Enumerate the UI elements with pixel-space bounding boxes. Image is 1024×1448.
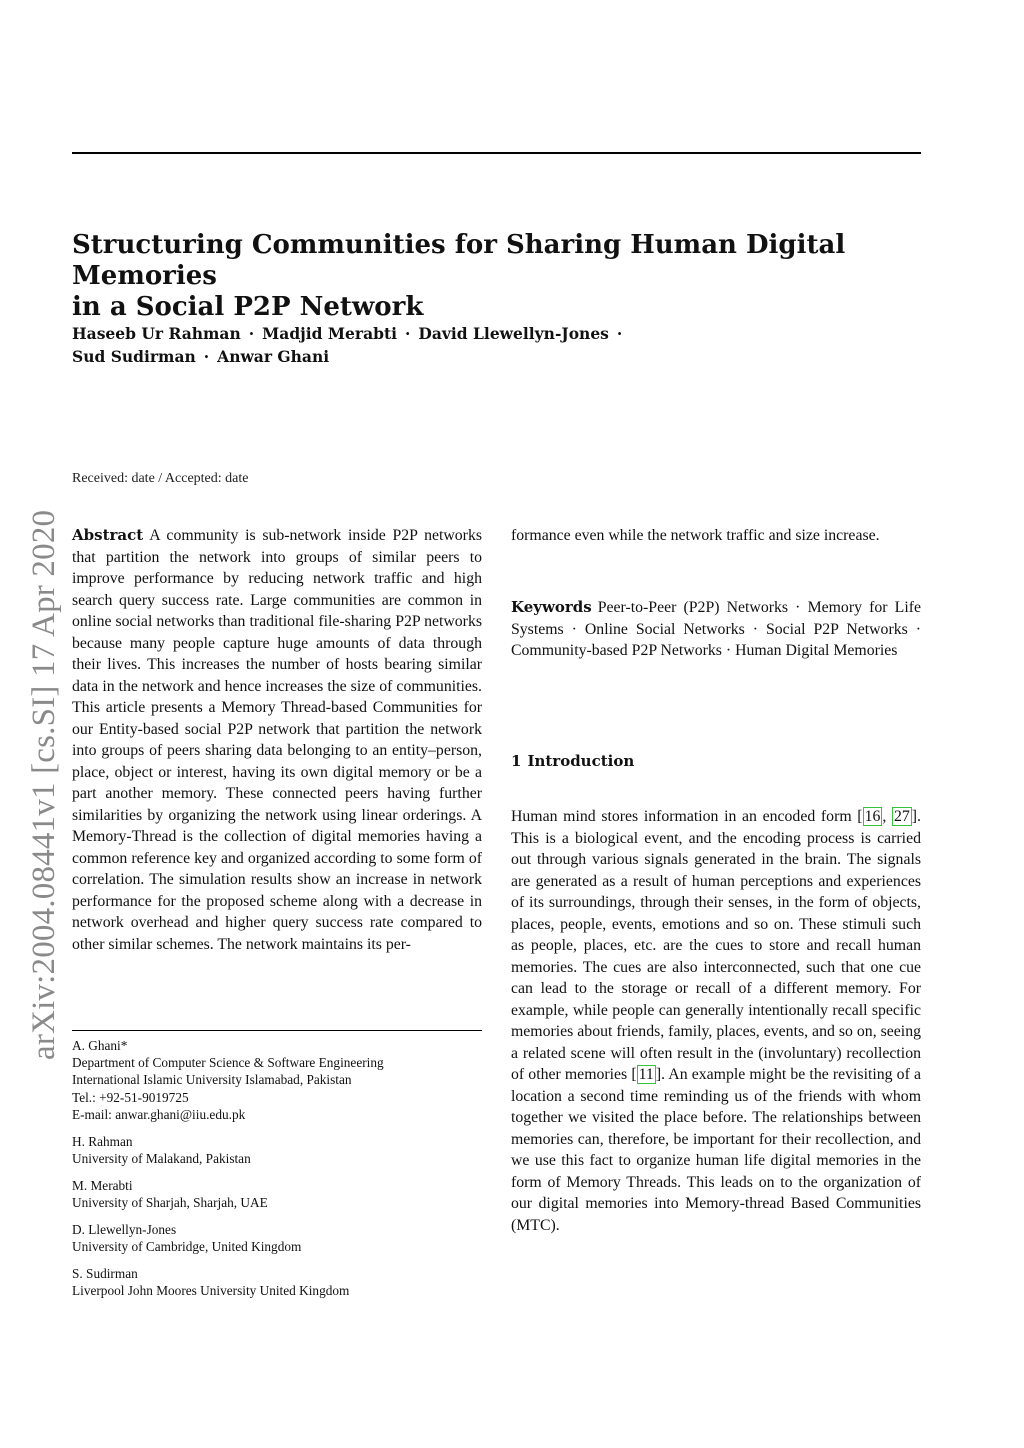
introduction-paragraph [511, 806, 921, 1236]
citation-link[interactable]: 11 [638, 1066, 654, 1083]
arxiv-stamp: arXiv:2004.08441v1 [cs.SI] 17 Apr 2020 [26, 509, 62, 1060]
author-line-2 [72, 345, 932, 368]
affiliation-line: D. Llewellyn-Jones [72, 1221, 177, 1237]
affiliation-line: H. Rahman [72, 1133, 133, 1149]
author-separator: · [248, 324, 255, 343]
author-separator: · [203, 347, 210, 366]
received-date: Received: date / Accepted: date [72, 471, 249, 486]
affiliation-line: S. Sudirman [72, 1265, 138, 1281]
section-number: 1 [511, 752, 522, 770]
abstract-left-column [72, 525, 482, 955]
keywords-text: Peer-to-Peer (P2P) Networks · Memory for Life Systems · Online Social Networks · Social P2P Networks · Community-based P2P Networks · Human Digital Memories [511, 599, 921, 659]
keywords [511, 597, 921, 662]
section-heading [511, 752, 634, 770]
author-name: Haseeb Ur Rahman [72, 324, 241, 343]
affiliation-llewellyn-jones [72, 1221, 492, 1255]
affiliation-rahman [72, 1133, 492, 1167]
author-name: Anwar Ghani [217, 347, 330, 366]
abstract-text-left: A community is sub-network inside P2P networks that partition the network into groups of similar peers to improve performance by reducing network traffic and high search query success rate. Large communities are common in online social networks than traditional file-sharing P2P networks because many people capture huge amounts of data through their lives. This increases the number of hosts bearing similar data in the network and hence increases the size of communities. This article presents a Memory Thread-based Communities for our Entity-based social P2P network that partition the network into groups of peers sharing data belonging to an entity–person, place, object or interest, having its own digital memory or be a part another memory. These connected peers having further similarities by organizing the network using linear orderings. A Memory-Thread is the collection of digital memories having a common reference key and organized according to some form of correlation. The simulation results show an increase in network performance for the proposed scheme along with a decrease in network overhead and higher query success rate compared to other similar schemes. The network maintains its per- [72, 527, 482, 953]
affiliation-line: University of Cambridge, United Kingdom [72, 1238, 302, 1254]
author-name: David Llewellyn-Jones [418, 324, 609, 343]
intro-text: Human mind stores information in an encoded form [ [511, 808, 863, 825]
affiliation-line: Liverpool John Moores University United Kingdom [72, 1282, 350, 1298]
abstract-label: Abstract [72, 526, 144, 544]
affiliation-sudirman [72, 1265, 492, 1299]
abstract [72, 525, 482, 955]
affiliation-line: E-mail: anwar.ghani@iiu.edu.pk [72, 1106, 246, 1122]
author-separator: · [616, 324, 623, 343]
author-separator: · [405, 324, 411, 343]
author-name: Madjid Merabti [262, 324, 398, 343]
citation-link[interactable]: 27 [893, 808, 910, 825]
affiliation-line: M. Merabti [72, 1177, 133, 1193]
affiliation-merabti [72, 1177, 492, 1211]
affiliations [72, 1037, 492, 1309]
intro-text: ]. An example might be the revisiting of a location a second time reminding us of the friends with whom together we visited the place before. The relationships between memories can, therefore, be important for their recollection, and we use this fact to organize human life digital memories in the form of Memory Threads. This leads on to the organization of our digital memories into Memory-thread Based Communities (MTC). [511, 1066, 921, 1234]
author-list [72, 322, 932, 368]
intro-text: ]. This is a biological event, and the encoding process is carried out through various signals generated in the brain. The signals are generated as a result of human perceptions and experiences of its surroundings, through their senses, in the form of objects, places, people, events, emotions and so on. These stimuli such as people, places, etc. are the cues to store and recall human memories. The cues are also interconnected, such that one cue can lead to the storage or recall of a different memory. For example, while people can generally intentionally recall specific memories about friends, family, places, events, and so on, seeing a related scene will often result in the (involuntary) recollection of other memories [ [511, 808, 921, 1083]
affiliation-line: Department of Computer Science & Software Engineering [72, 1055, 384, 1071]
author-line-1 [72, 322, 932, 345]
top-rule [72, 152, 921, 154]
footnote-rule [72, 1030, 482, 1031]
affiliation-line: A. Ghani* [72, 1038, 128, 1053]
affiliation-line: Tel.: +92-51-9019725 [72, 1089, 189, 1105]
abstract-right-column [511, 525, 921, 547]
affiliation-line: University of Sharjah, Sharjah, UAE [72, 1194, 268, 1210]
keywords-label: Keywords [511, 598, 592, 616]
citation-link[interactable]: 16 [864, 808, 881, 825]
affiliation-line: International Islamic University Islamabad, Pakistan [72, 1072, 352, 1088]
intro-text: , [882, 808, 892, 825]
abstract-continued: formance even while the network traffic and size increase. [511, 527, 880, 544]
section-title: Introduction [527, 752, 635, 770]
paper-title [72, 230, 932, 323]
title-line-2: in a Social P2P Network [72, 292, 424, 322]
author-name: Sud Sudirman [72, 347, 196, 366]
affiliation-line: University of Malakand, Pakistan [72, 1150, 251, 1166]
affiliation-ghani [72, 1037, 492, 1123]
title-line-1: Structuring Communities for Sharing Human Digital Memories [72, 230, 846, 291]
